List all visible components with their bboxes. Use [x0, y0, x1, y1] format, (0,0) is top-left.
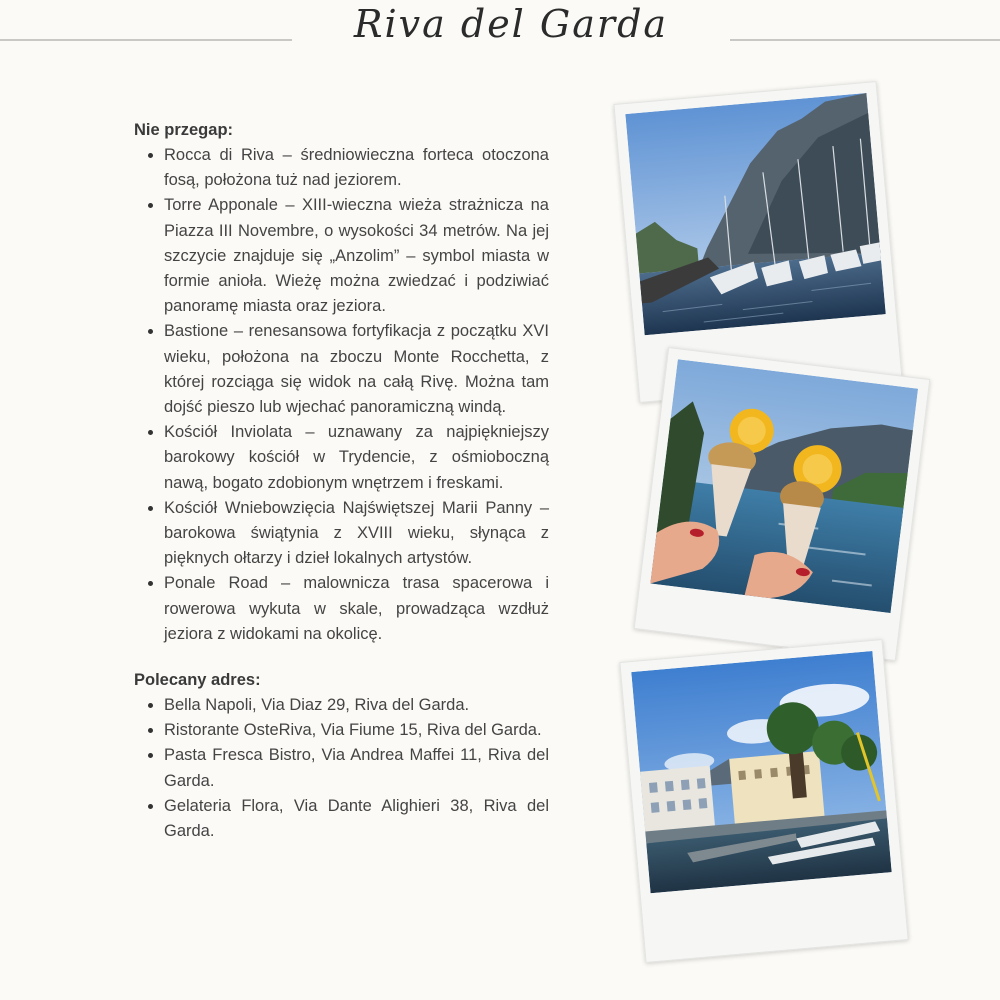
list-item: • Ristorante OsteRiva, Via Fiume 15, Riva del Garda.	[164, 718, 549, 743]
list-item: • Torre Apponale – XIII-wieczna wieża strażnicza na Piazza III Novembre, o wysokości 34 metrów. Na jej szczycie znajduje się „Anzolim” – symbol miasta w formie anioła. Wieżę można zwiedzać i podziwiać panoramę miasta oraz jeziora.	[164, 193, 549, 319]
section-spacer	[134, 647, 549, 668]
list-item: • Bella Napoli, Via Diaz 29, Riva del Garda.	[164, 693, 549, 718]
header-divider-left	[0, 39, 292, 41]
recommended-list	[134, 693, 549, 844]
list-item: • Kościół Wniebowzięcia Najświętszej Marii Panny – barokowa świątynia z XVIII wieku, słynąca z pięknych ołtarzy i dzieł lokalnych artystów.	[164, 496, 549, 572]
polaroid-photo-gelato	[634, 347, 931, 661]
page-title: Riva del Garda	[353, 2, 669, 46]
list-item: • Rocca di Riva – średniowieczna forteca otoczona fosą, położona tuż nad jeziorem.	[164, 143, 549, 193]
gelato-photo	[650, 359, 918, 613]
promenade-photo	[631, 651, 891, 893]
harbor-photo	[625, 93, 885, 335]
polaroid-photo-harbor	[613, 81, 902, 403]
polaroid-photo-promenade	[619, 639, 908, 963]
list-item: • Gelateria Flora, Via Dante Alighieri 38, Riva del Garda.	[164, 794, 549, 844]
must-see-list	[134, 143, 549, 647]
must-see-heading: Nie przegap:	[134, 121, 234, 139]
list-item: • Bastione – renesansowa fortyfikacja z początku XVI wieku, położona na zboczu Monte Rocchetta, z której rozciąga się widok na całą Rivę. Można tam dojść pieszo lub wjechać panoramiczną windą.	[164, 319, 549, 420]
list-item: • Pasta Fresca Bistro, Via Andrea Maffei 11, Riva del Garda.	[164, 743, 549, 793]
header-divider-right	[730, 39, 1000, 41]
main-text	[134, 118, 549, 844]
recommended-heading: Polecany adres:	[134, 671, 261, 690]
list-item: • Ponale Road – malownicza trasa spacerowa i rowerowa wykuta w skale, prowadząca wzdłuż jeziora z widokami na okolicę.	[164, 571, 549, 647]
list-item: • Kościół Inviolata – uznawany za najpiękniejszy barokowy kościół w Trydencie, z ośmioboczną nawą, bogato zdobionym wnętrzem i freskami.	[164, 420, 549, 496]
